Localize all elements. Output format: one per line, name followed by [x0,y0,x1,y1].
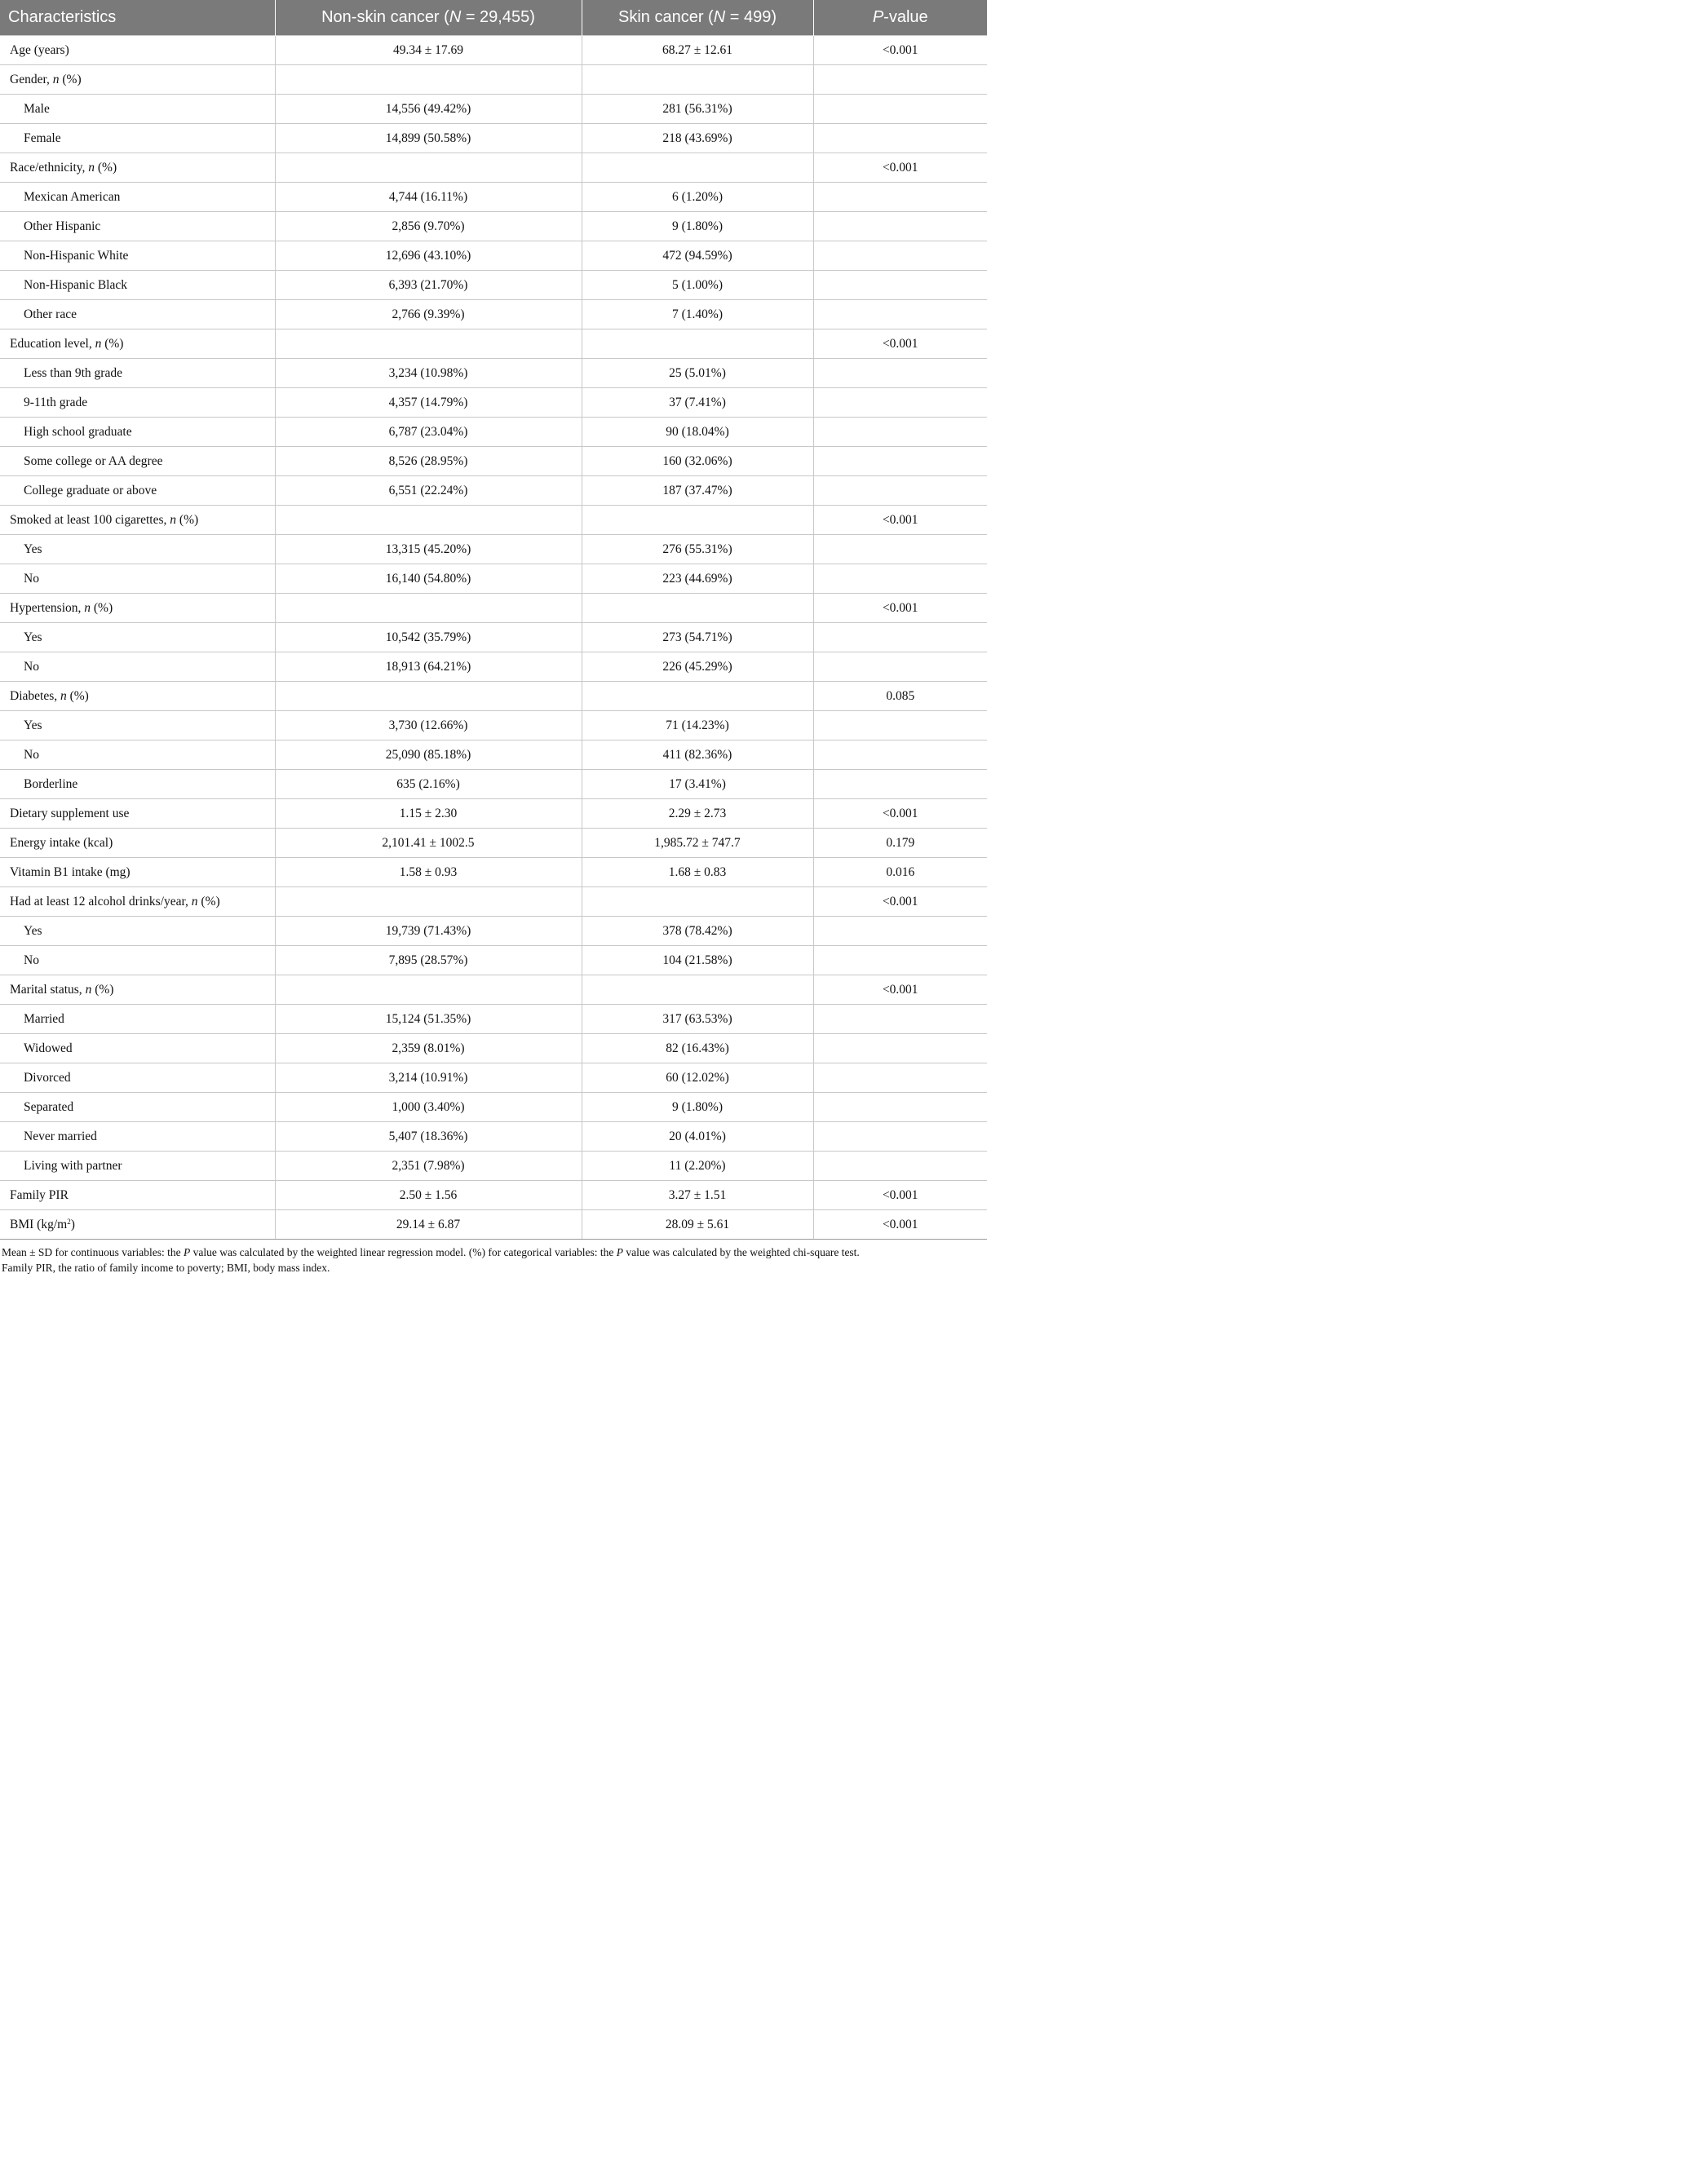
cell-characteristic [0,359,275,388]
cell-p-value [813,300,987,329]
text-segment: value was calculated by the weighted chi-square test. [623,1246,860,1258]
cell-characteristic [0,770,275,799]
cell-skin-cancer: 1,985.72 ± 747.7 [582,829,813,858]
text-segment: Married [24,1011,64,1026]
text-segment: Male [24,101,50,116]
text-segment: Female [24,130,61,145]
text-segment: Smoked at least 100 cigarettes, [10,512,170,527]
cell-p-value [813,917,987,946]
cell-p-value [813,95,987,124]
text-segment: BMI (kg/m [10,1217,68,1231]
cell-skin-cancer: 3.27 ± 1.51 [582,1181,813,1210]
cell-characteristic [0,887,275,917]
cell-characteristic [0,241,275,271]
table-row-subcategory [0,1034,987,1063]
cell-p-value: <0.001 [813,153,987,183]
cell-skin-cancer [582,329,813,359]
cell-p-value [813,623,987,652]
cell-non-skin-cancer: 13,315 (45.20%) [275,535,582,564]
cell-non-skin-cancer: 2,766 (9.39%) [275,300,582,329]
table-row-subcategory [0,359,987,388]
cell-non-skin-cancer: 3,730 (12.66%) [275,711,582,741]
cell-non-skin-cancer: 1,000 (3.40%) [275,1093,582,1122]
table-row-subcategory [0,770,987,799]
header-p-value [813,0,987,36]
text-segment: value was calculated by the weighted linear regression model. (%) for categorical variables: the [190,1246,617,1258]
cell-skin-cancer: 226 (45.29%) [582,652,813,682]
table-row-subcategory [0,241,987,271]
text-segment: Diabetes, [10,688,60,703]
cell-characteristic [0,300,275,329]
table-row-subcategory [0,623,987,652]
cell-p-value: <0.001 [813,329,987,359]
cell-skin-cancer: 472 (94.59%) [582,241,813,271]
cell-skin-cancer: 5 (1.00%) [582,271,813,300]
text-segment: No [24,659,39,674]
cell-characteristic [0,741,275,770]
text-segment: Had at least 12 alcohol drinks/year, [10,894,192,909]
cell-skin-cancer [582,506,813,535]
header-p-rest: -value [883,8,928,26]
table-row-subcategory [0,95,987,124]
text-segment: (%) [91,982,114,997]
cell-non-skin-cancer: 5,407 (18.36%) [275,1122,582,1152]
cell-skin-cancer: 378 (78.42%) [582,917,813,946]
cell-p-value [813,1063,987,1093]
text-segment: Separated [24,1099,74,1114]
text-segment: Mean ± SD for continuous variables: the [2,1246,184,1258]
cell-non-skin-cancer [275,65,582,95]
cell-skin-cancer: 160 (32.06%) [582,447,813,476]
cell-skin-cancer: 218 (43.69%) [582,124,813,153]
cell-p-value: <0.001 [813,799,987,829]
table-row-subcategory [0,1005,987,1034]
table-row [0,682,987,711]
cell-characteristic [0,829,275,858]
cell-non-skin-cancer: 1.58 ± 0.93 [275,858,582,887]
header-skin-post: = 499) [725,8,777,26]
table-row-subcategory [0,388,987,418]
cell-skin-cancer: 90 (18.04%) [582,418,813,447]
cell-p-value [813,65,987,95]
cell-characteristic [0,506,275,535]
cell-non-skin-cancer: 15,124 (51.35%) [275,1005,582,1034]
text-segment: Mexican American [24,189,121,204]
italic-segment: n [60,688,67,703]
cell-p-value [813,652,987,682]
cell-characteristic [0,1181,275,1210]
cell-skin-cancer: 9 (1.80%) [582,1093,813,1122]
cell-characteristic [0,95,275,124]
table-row-subcategory [0,917,987,946]
text-segment: Age (years) [10,42,69,57]
cell-characteristic [0,153,275,183]
text-segment: Hypertension, [10,600,85,615]
table-row [0,329,987,359]
cell-skin-cancer: 82 (16.43%) [582,1034,813,1063]
cell-skin-cancer: 68.27 ± 12.61 [582,36,813,65]
cell-non-skin-cancer: 16,140 (54.80%) [275,564,582,594]
cell-p-value: <0.001 [813,975,987,1005]
italic-segment: n [52,72,60,86]
cell-p-value [813,741,987,770]
cell-non-skin-cancer: 19,739 (71.43%) [275,917,582,946]
superscript-segment: 2 [67,1217,71,1226]
cell-characteristic [0,946,275,975]
cell-skin-cancer: 2.29 ± 2.73 [582,799,813,829]
header-non-skin-cancer [275,0,582,36]
cell-skin-cancer [582,975,813,1005]
text-segment: Living with partner [24,1158,122,1173]
table-row-subcategory [0,418,987,447]
table-row [0,506,987,535]
cell-characteristic [0,917,275,946]
text-segment: No [24,953,39,967]
cell-p-value [813,770,987,799]
cell-skin-cancer: 7 (1.40%) [582,300,813,329]
cell-non-skin-cancer: 4,357 (14.79%) [275,388,582,418]
header-skin-pre: Skin cancer ( [618,8,714,26]
cell-non-skin-cancer: 7,895 (28.57%) [275,946,582,975]
text-segment: (%) [59,72,82,86]
table-row [0,975,987,1005]
text-segment: Energy intake (kcal) [10,835,113,850]
cell-non-skin-cancer: 6,787 (23.04%) [275,418,582,447]
cell-skin-cancer [582,65,813,95]
table-row-subcategory [0,447,987,476]
text-segment: (%) [66,688,89,703]
header-non-skin-pre: Non-skin cancer ( [321,8,449,26]
table-row [0,858,987,887]
cell-non-skin-cancer [275,329,582,359]
table-row [0,1210,987,1240]
cell-skin-cancer: 20 (4.01%) [582,1122,813,1152]
cell-skin-cancer: 11 (2.20%) [582,1152,813,1181]
cell-characteristic [0,65,275,95]
header-skin-cancer [582,0,813,36]
cell-p-value [813,1005,987,1034]
text-segment: High school graduate [24,424,132,439]
cell-p-value [813,1152,987,1181]
cell-skin-cancer: 9 (1.80%) [582,212,813,241]
text-segment: Education level, [10,336,95,351]
footnote-line-1 [2,1245,985,1260]
footnote-line-2 [2,1260,985,1275]
cell-p-value [813,535,987,564]
text-segment: Other Hispanic [24,219,101,233]
text-segment: Widowed [24,1041,73,1055]
cell-p-value: 0.179 [813,829,987,858]
cell-characteristic [0,975,275,1005]
cell-skin-cancer: 71 (14.23%) [582,711,813,741]
text-segment: (%) [91,600,113,615]
header-non-skin-n: N [449,8,462,26]
cell-non-skin-cancer: 1.15 ± 2.30 [275,799,582,829]
cell-characteristic [0,388,275,418]
cell-non-skin-cancer: 2,101.41 ± 1002.5 [275,829,582,858]
cell-p-value: <0.001 [813,1181,987,1210]
italic-segment: n [84,600,91,615]
cell-non-skin-cancer: 14,556 (49.42%) [275,95,582,124]
text-segment: Yes [24,542,42,556]
cell-p-value: <0.001 [813,887,987,917]
cell-non-skin-cancer: 4,744 (16.11%) [275,183,582,212]
cell-non-skin-cancer: 635 (2.16%) [275,770,582,799]
table-row [0,153,987,183]
cell-characteristic [0,476,275,506]
cell-p-value [813,183,987,212]
cell-p-value: <0.001 [813,594,987,623]
cell-non-skin-cancer [275,153,582,183]
cell-characteristic [0,447,275,476]
text-segment: Yes [24,923,42,938]
cell-characteristic [0,623,275,652]
cell-p-value [813,1093,987,1122]
cell-skin-cancer: 273 (54.71%) [582,623,813,652]
cell-non-skin-cancer: 25,090 (85.18%) [275,741,582,770]
cell-non-skin-cancer: 2,351 (7.98%) [275,1152,582,1181]
cell-non-skin-cancer: 12,696 (43.10%) [275,241,582,271]
text-segment: (%) [176,512,199,527]
italic-segment: P [184,1246,191,1258]
cell-p-value [813,359,987,388]
table-row [0,594,987,623]
text-segment: (%) [95,160,117,175]
text-segment: Less than 9th grade [24,365,122,380]
table-row [0,1181,987,1210]
cell-non-skin-cancer [275,975,582,1005]
text-segment: Yes [24,718,42,732]
italic-segment: n [191,894,198,909]
cell-skin-cancer: 6 (1.20%) [582,183,813,212]
text-segment: 9-11th grade [24,395,88,409]
text-segment: (%) [101,336,124,351]
cell-non-skin-cancer: 2.50 ± 1.56 [275,1181,582,1210]
table-row [0,65,987,95]
text-segment: Gender, [10,72,53,86]
text-segment: Divorced [24,1070,71,1085]
table-row [0,887,987,917]
text-segment: ) [70,1217,75,1231]
cell-non-skin-cancer: 10,542 (35.79%) [275,623,582,652]
table-row [0,829,987,858]
cell-p-value [813,241,987,271]
cell-characteristic [0,564,275,594]
text-segment: Family PIR [10,1187,69,1202]
italic-segment: P [616,1246,624,1258]
cell-non-skin-cancer: 8,526 (28.95%) [275,447,582,476]
cell-non-skin-cancer [275,887,582,917]
cell-characteristic [0,36,275,65]
characteristics-table [0,0,987,1240]
text-segment: Borderline [24,776,78,791]
cell-p-value: 0.085 [813,682,987,711]
cell-characteristic [0,652,275,682]
cell-characteristic [0,1152,275,1181]
italic-segment: n [85,982,92,997]
cell-characteristic [0,183,275,212]
table-row-subcategory [0,1063,987,1093]
text-segment: Some college or AA degree [24,453,163,468]
cell-p-value [813,271,987,300]
text-segment: Yes [24,630,42,644]
table-row [0,36,987,65]
italic-segment: n [170,512,177,527]
cell-skin-cancer: 104 (21.58%) [582,946,813,975]
cell-characteristic [0,1093,275,1122]
header-row [0,0,987,36]
cell-non-skin-cancer: 18,913 (64.21%) [275,652,582,682]
text-segment: (%) [197,894,220,909]
cell-characteristic [0,124,275,153]
table-row-subcategory [0,652,987,682]
cell-p-value [813,564,987,594]
cell-p-value [813,946,987,975]
cell-skin-cancer: 28.09 ± 5.61 [582,1210,813,1240]
cell-non-skin-cancer: 6,393 (21.70%) [275,271,582,300]
text-segment: No [24,747,39,762]
cell-p-value: <0.001 [813,506,987,535]
cell-skin-cancer: 411 (82.36%) [582,741,813,770]
table-row-subcategory [0,741,987,770]
text-segment: No [24,571,39,586]
cell-skin-cancer: 37 (7.41%) [582,388,813,418]
cell-characteristic [0,271,275,300]
table-row-subcategory [0,535,987,564]
table-header [0,0,987,36]
cell-skin-cancer: 281 (56.31%) [582,95,813,124]
cell-characteristic [0,1063,275,1093]
cell-p-value: 0.016 [813,858,987,887]
cell-characteristic [0,711,275,741]
cell-p-value [813,388,987,418]
table-row-subcategory [0,124,987,153]
header-p-italic: P [872,8,884,26]
cell-characteristic [0,418,275,447]
cell-non-skin-cancer [275,682,582,711]
cell-characteristic [0,212,275,241]
table-row-subcategory [0,1093,987,1122]
cell-non-skin-cancer: 3,214 (10.91%) [275,1063,582,1093]
table-row-subcategory [0,476,987,506]
table-body [0,36,987,1240]
cell-skin-cancer [582,887,813,917]
table-footnote [0,1240,985,1275]
cell-p-value [813,1122,987,1152]
header-characteristics: Characteristics [0,0,275,36]
cell-p-value [813,447,987,476]
cell-characteristic [0,535,275,564]
cell-non-skin-cancer [275,506,582,535]
cell-skin-cancer: 17 (3.41%) [582,770,813,799]
cell-skin-cancer: 317 (63.53%) [582,1005,813,1034]
cell-non-skin-cancer [275,594,582,623]
cell-skin-cancer: 187 (37.47%) [582,476,813,506]
cell-characteristic [0,1005,275,1034]
cell-characteristic [0,594,275,623]
text-segment: Family PIR, the ratio of family income to poverty; BMI, body mass index. [2,1262,330,1274]
italic-segment: n [95,336,102,351]
cell-skin-cancer [582,153,813,183]
cell-non-skin-cancer: 14,899 (50.58%) [275,124,582,153]
cell-non-skin-cancer: 6,551 (22.24%) [275,476,582,506]
cell-p-value [813,212,987,241]
text-segment: Race/ethnicity, [10,160,89,175]
table-row-subcategory [0,271,987,300]
document [0,0,987,1275]
cell-non-skin-cancer: 29.14 ± 6.87 [275,1210,582,1240]
cell-skin-cancer [582,594,813,623]
cell-characteristic [0,329,275,359]
text-segment: Never married [24,1129,97,1143]
table-row [0,799,987,829]
cell-characteristic [0,799,275,829]
table-row-subcategory [0,564,987,594]
table-row-subcategory [0,300,987,329]
header-non-skin-post: = 29,455) [461,8,535,26]
italic-segment: n [88,160,95,175]
cell-p-value: <0.001 [813,36,987,65]
text-segment: Non-Hispanic Black [24,277,127,292]
text-segment: Non-Hispanic White [24,248,129,263]
cell-skin-cancer: 60 (12.02%) [582,1063,813,1093]
cell-characteristic [0,682,275,711]
cell-characteristic [0,1034,275,1063]
table-row-subcategory [0,1152,987,1181]
cell-p-value [813,711,987,741]
table-row-subcategory [0,711,987,741]
cell-non-skin-cancer: 3,234 (10.98%) [275,359,582,388]
cell-characteristic [0,1210,275,1240]
cell-p-value: <0.001 [813,1210,987,1240]
cell-p-value [813,124,987,153]
cell-skin-cancer: 276 (55.31%) [582,535,813,564]
table-row-subcategory [0,1122,987,1152]
cell-non-skin-cancer: 2,856 (9.70%) [275,212,582,241]
cell-p-value [813,476,987,506]
text-segment: Dietary supplement use [10,806,130,820]
text-segment: Other race [24,307,77,321]
text-segment: College graduate or above [24,483,157,497]
cell-skin-cancer [582,682,813,711]
header-skin-n: N [713,8,726,26]
text-segment: Vitamin B1 intake (mg) [10,864,131,879]
text-segment: Marital status, [10,982,86,997]
cell-skin-cancer: 223 (44.69%) [582,564,813,594]
cell-p-value [813,418,987,447]
cell-non-skin-cancer: 2,359 (8.01%) [275,1034,582,1063]
cell-non-skin-cancer: 49.34 ± 17.69 [275,36,582,65]
table-row-subcategory [0,183,987,212]
cell-skin-cancer: 25 (5.01%) [582,359,813,388]
cell-p-value [813,1034,987,1063]
table-row-subcategory [0,212,987,241]
table-row-subcategory [0,946,987,975]
cell-characteristic [0,1122,275,1152]
cell-skin-cancer: 1.68 ± 0.83 [582,858,813,887]
cell-characteristic [0,858,275,887]
